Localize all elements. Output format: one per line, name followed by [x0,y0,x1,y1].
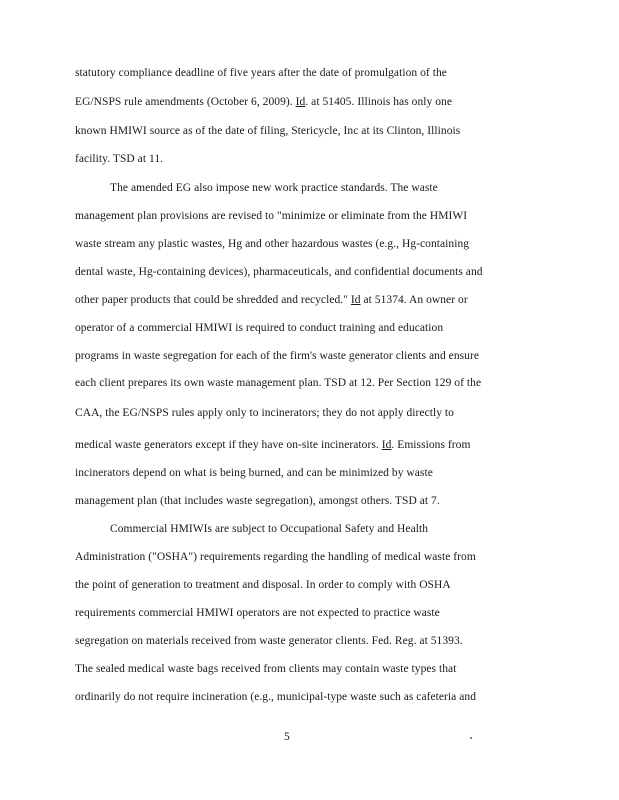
text-segment: The sealed medical waste bags received from clients may contain waste types that [75,663,457,675]
text-segment: . at 51405. Illinois has only one [305,96,452,108]
text-segment: management plan (that includes waste segregation), amongst others. TSD at 7. [75,495,440,507]
text-segment: requirements commercial HMIWI operators are not expected to practice waste [75,607,440,619]
text-segment: segregation on materials received from waste generator clients. Fed. Reg. at 51393. [75,635,463,647]
text-segment: dental waste, Hg-containing devices), pharmaceuticals, and confidential documents and [75,266,483,278]
text-segment: the point of generation to treatment and disposal. In order to comply with OSHA [75,579,451,591]
text-segment: facility. TSD at 11. [75,153,164,165]
text-segment: each client prepares its own waste management plan. TSD at 12. Per Section 129 of the [75,377,482,389]
text-segment: programs in waste segregation for each of the firm's waste generator clients and ensure [75,350,479,362]
text-line [75,466,433,480]
text-line [75,237,469,251]
text-line [75,494,440,508]
text-line [75,124,460,138]
text-line [110,181,438,195]
text-line [75,690,476,704]
text-line [75,634,463,648]
text-line [75,152,163,166]
text-segment: . Emissions from [391,439,471,451]
citation-id: Id [381,439,392,451]
text-line [75,578,451,592]
text-segment: medical waste generators except if they have on-site incinerators. [75,439,382,451]
text-line [75,293,468,307]
text-line [75,66,447,80]
scan-speck [470,737,472,739]
text-segment: EG/NSPS rule amendments (October 6, 2009). [75,96,296,108]
text-line [75,606,440,620]
text-segment: waste stream any plastic wastes, Hg and other hazardous wastes (e.g., Hg-containing [75,238,470,250]
text-line [75,209,467,223]
page-number: 5 [284,731,290,743]
text-segment: other paper products that could be shredded and recycled." [75,294,351,306]
text-segment: statutory compliance deadline of five years after the date of promulgation of the [75,67,447,79]
citation-id: Id [295,96,306,108]
text-segment: Administration ("OSHA") requirements regarding the handling of medical waste from [75,551,476,563]
text-segment: at 51374. An owner or [360,294,468,306]
text-line [75,662,456,676]
text-line [75,95,452,109]
text-line [75,438,470,452]
text-line [75,406,454,420]
text-segment: CAA, the EG/NSPS rules apply only to incinerators; they do not apply directly to [75,407,454,419]
text-line [75,349,479,363]
text-segment: ordinarily do not require incineration (e.g., municipal-type waste such as cafeteria and [75,691,476,703]
text-line [110,522,428,536]
text-segment: known HMIWI source as of the date of filing, Stericycle, Inc at its Clinton, Illinois [75,125,461,137]
citation-id: Id [350,294,361,306]
text-segment: The amended EG also impose new work practice standards. The waste [110,182,438,194]
text-line [75,321,443,335]
text-line [75,376,481,390]
text-segment: Commercial HMIWIs are subject to Occupational Safety and Health [110,523,429,535]
text-line [75,265,483,279]
text-line [75,550,476,564]
text-segment: incinerators depend on what is being burned, and can be minimized by waste [75,467,433,479]
text-segment: operator of a commercial HMIWI is required to conduct training and education [75,322,444,334]
text-segment: management plan provisions are revised to "minimize or eliminate from the HMIWI [75,210,468,222]
